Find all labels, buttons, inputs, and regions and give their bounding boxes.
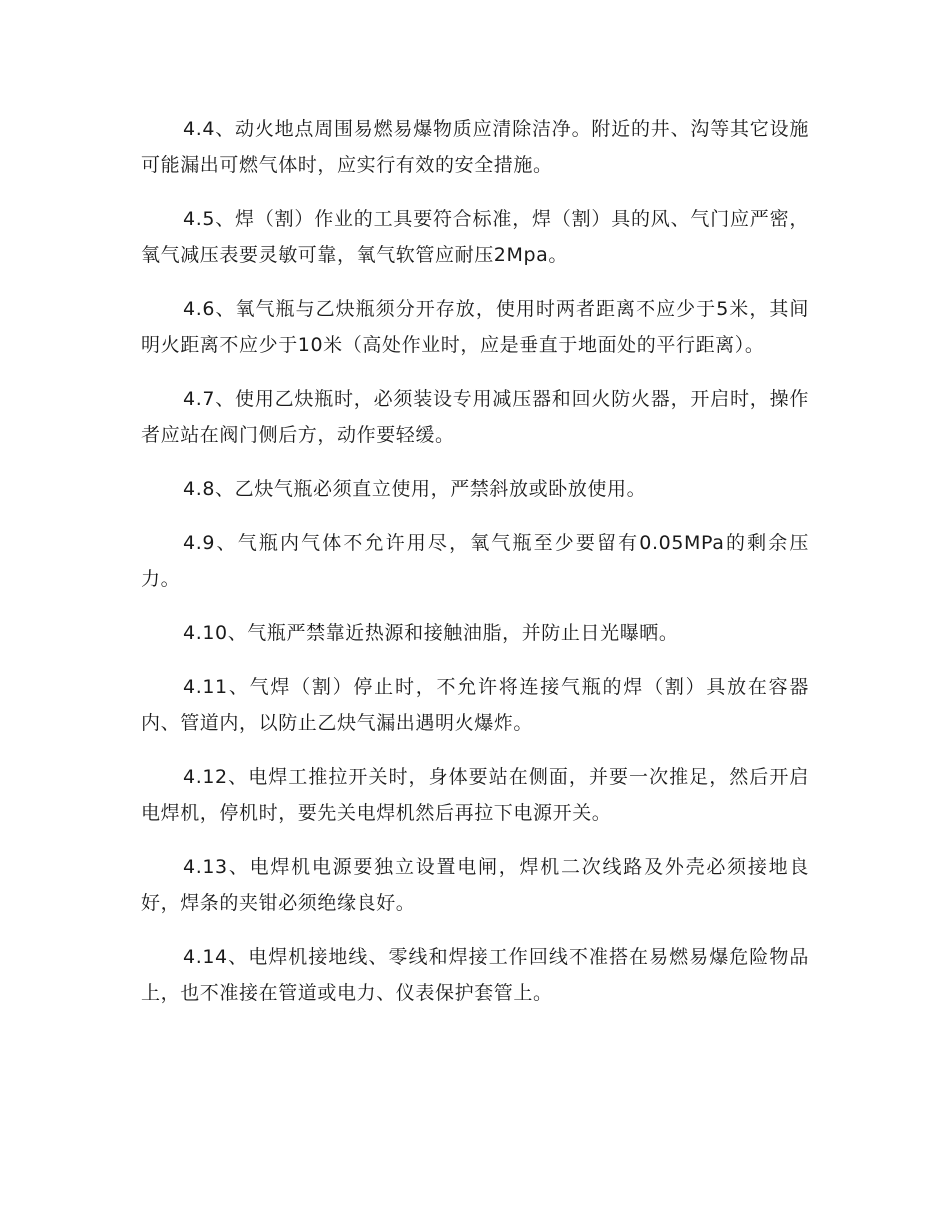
- paragraph-4-6: 4.6、氧气瓶与乙炔瓶须分开存放，使用时两者距离不应少于5米，其间明火距离不应少于10米（高处作业时，应是垂直于地面处的平行距离）。: [141, 298, 809, 356]
- paragraph-4-12: 4.12、电焊工推拉开关时，身体要站在侧面，并要一次推足，然后开启电焊机，停机时，要先关电焊机然后再拉下电源开关。: [141, 766, 809, 824]
- paragraph-4-7: 4.7、使用乙炔瓶时，必须装设专用减压器和回火防火器，开启时，操作者应站在阀门侧后方，动作要轻缓。: [141, 388, 809, 446]
- paragraph-4-5: 4.5、焊（割）作业的工具要符合标准，焊（割）具的风、气门应严密，氧气减压表要灵敏可靠，氧气软管应耐压2Mpa。: [141, 208, 809, 266]
- paragraph-4-9: 4.9、气瓶内气体不允许用尽，氧气瓶至少要留有0.05MPa的剩余压力。: [141, 532, 809, 590]
- paragraph-4-10: 4.10、气瓶严禁靠近热源和接触油脂，并防止日光曝晒。: [183, 622, 679, 644]
- paragraph-4-14: 4.14、电焊机接地线、零线和焊接工作回线不准搭在易燃易爆危险物品上，也不准接在管道或电力、仪表保护套管上。: [141, 946, 809, 1004]
- paragraph-4-11: 4.11、气焊（割）停止时，不允许将连接气瓶的焊（割）具放在容器内、管道内，以防止乙炔气漏出遇明火爆炸。: [141, 676, 809, 734]
- paragraph-4-8: 4.8、乙炔气瓶必须直立使用，严禁斜放或卧放使用。: [183, 478, 647, 500]
- paragraph-4-13: 4.13、电焊机电源要独立设置电闸，焊机二次线路及外壳必须接地良好，焊条的夹钳必须绝缘良好。: [141, 856, 809, 914]
- document-body: [141, 111, 809, 1029]
- paragraph-4-4: 4.4、动火地点周围易燃易爆物质应清除洁净。附近的井、沟等其它设施可能漏出可燃气体时，应实行有效的安全措施。: [141, 118, 809, 176]
